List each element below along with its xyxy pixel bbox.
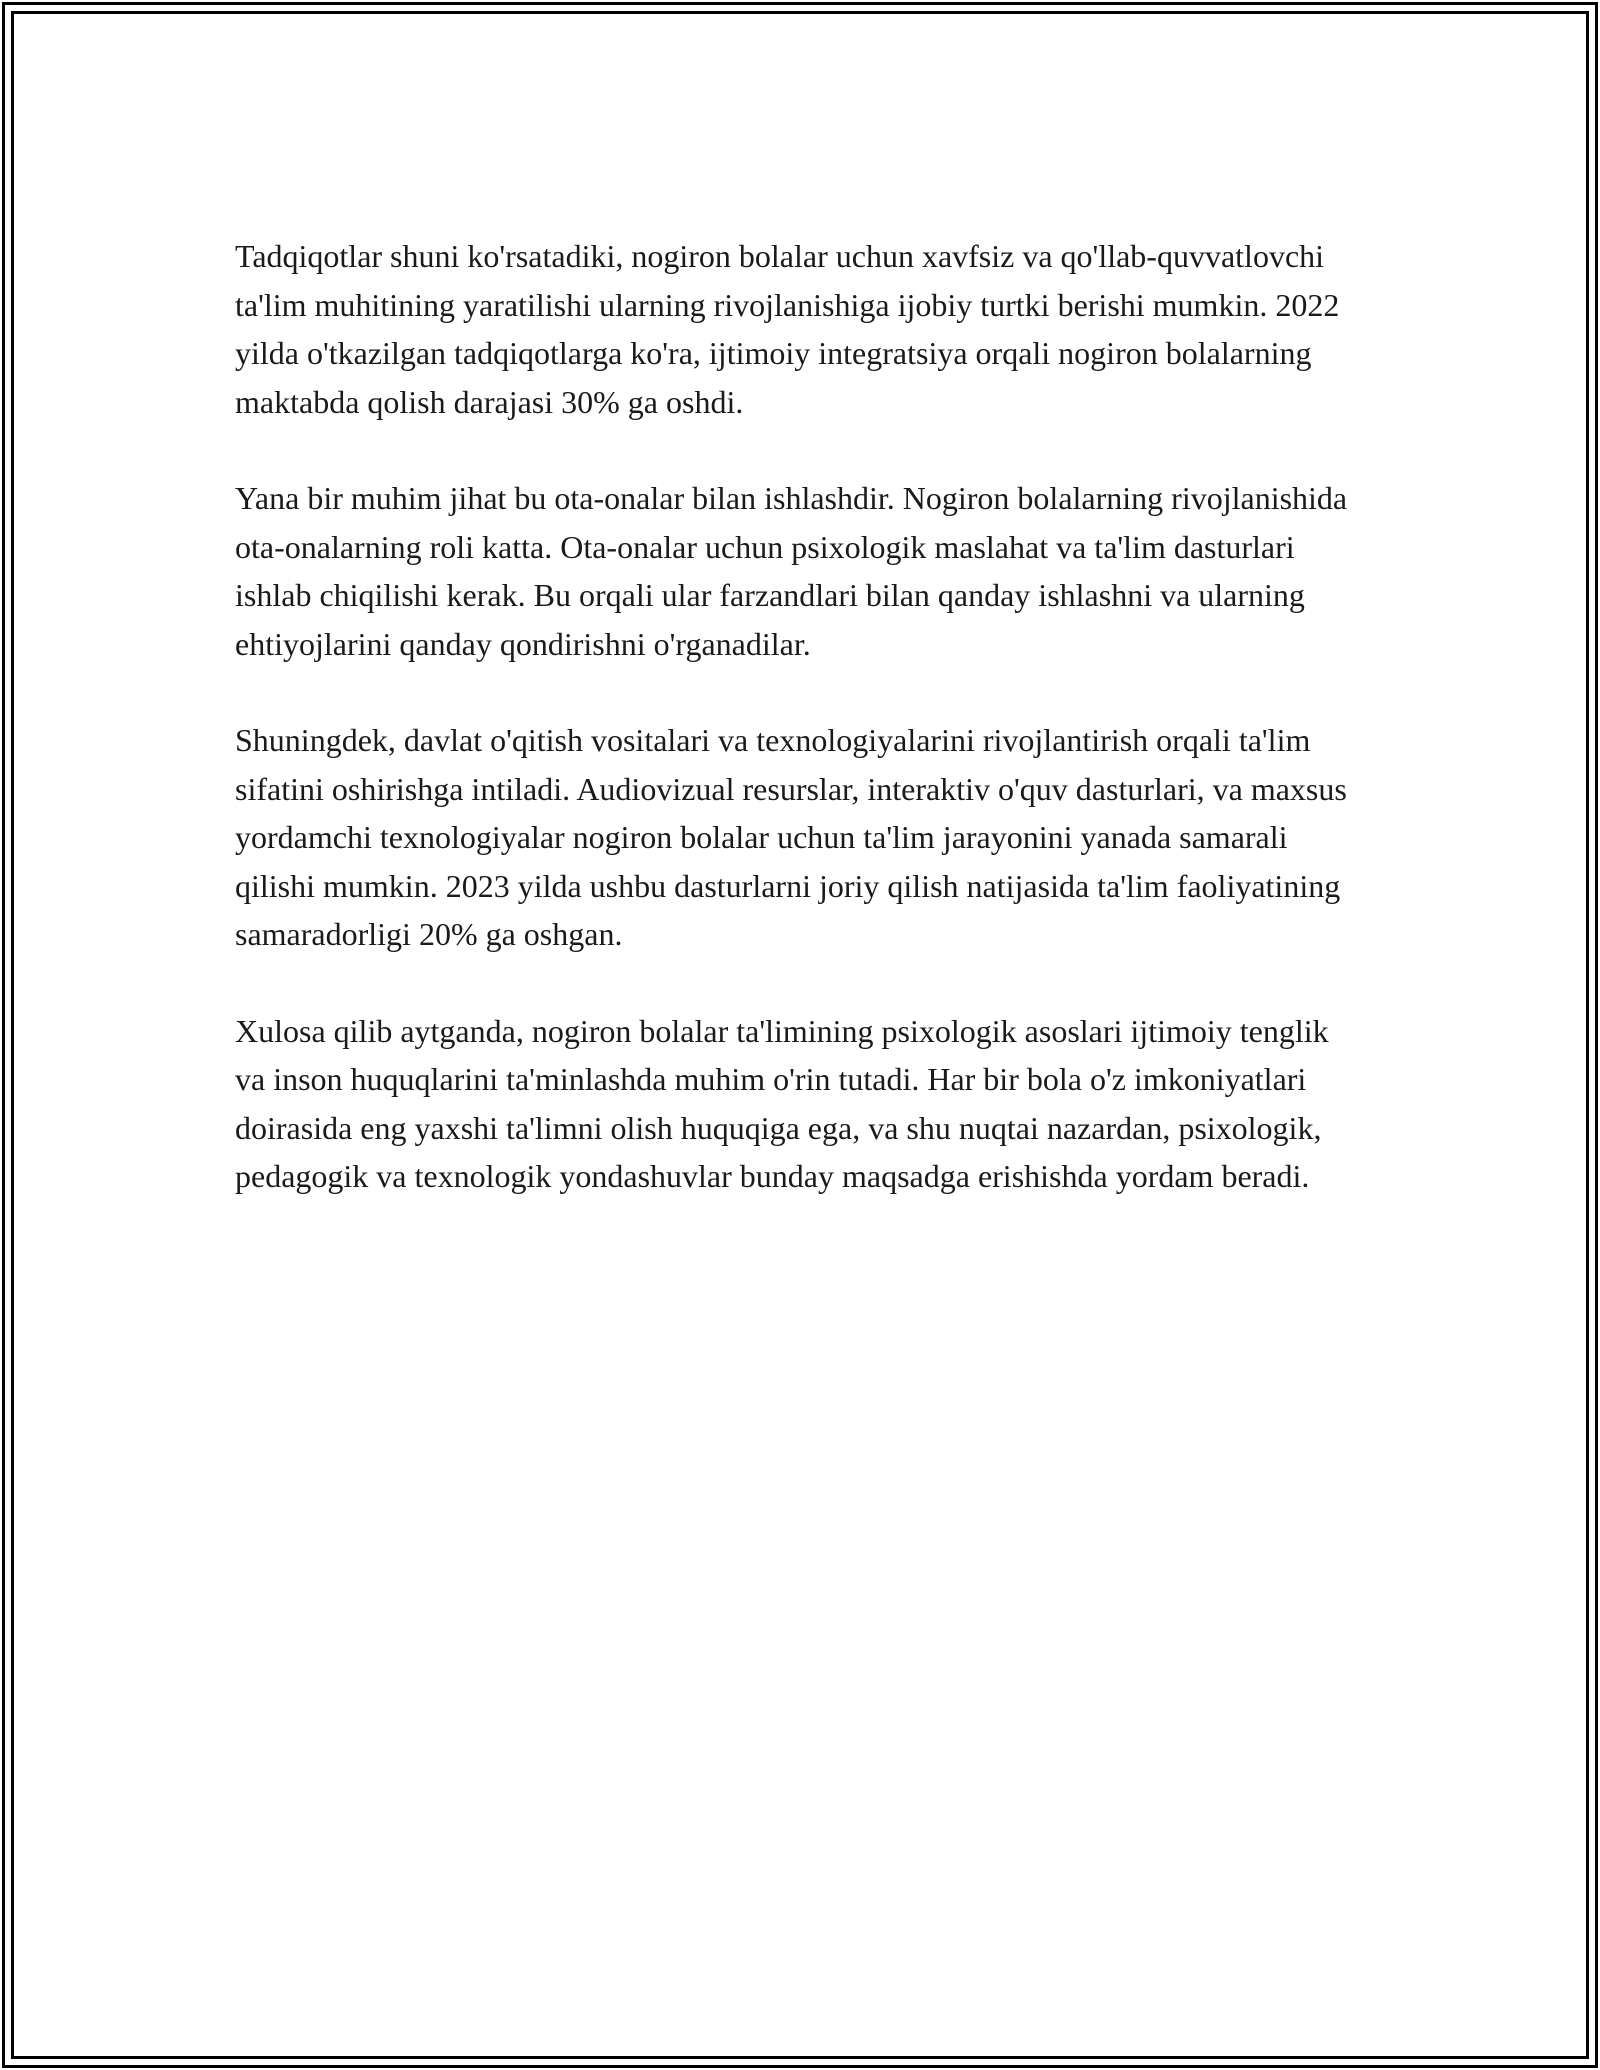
paragraph-research-findings: Tadqiqotlar shuni ko'rsatadiki, nogiron bolalar uchun xavfsiz va qo'llab-quvvatlovchi ta'lim muhitining yaratilishi ularning rivojlanishiga ijobiy turtki berishi mumkin. 2022 yilda o'tkazilgan tadqiqotlarga ko'ra, ijtimoiy integratsiya orqali nogiron bolalarning maktabda qolish darajasi 30% ga oshdi.	[235, 238, 1340, 420]
paragraph-parents-role: Yana bir muhim jihat bu ota-onalar bilan ishlashdir. Nogiron bolalarning rivojlanishida ota-onalarning roli katta. Ota-onalar uchun psixologik maslahat va ta'lim dasturlari ishlab chiqilishi kerak. Bu orqali ular farzandlari bilan qanday ishlashni va ularning ehtiyojlarini qanday qondirishni o'rganadilar.	[235, 480, 1348, 662]
document-body	[235, 232, 1365, 1249]
paragraph-technology: Shuningdek, davlat o'qitish vositalari va texnologiyalarini rivojlantirish orqali ta'lim sifatini oshirishga intiladi. Audiovizual resurslar, interaktiv o'quv dasturlari, va maxsus yordamchi texnologiyalar nogiron bolalar uchun ta'lim jarayonini yanada samarali qilishi mumkin. 2023 yilda ushbu dasturlarni joriy qilish natijasida ta'lim faoliyatining samaradorligi 20% ga oshgan.	[235, 722, 1347, 952]
paragraph-conclusion: Xulosa qilib aytganda, nogiron bolalar ta'limining psixologik asoslari ijtimoiy tenglik va inson huquqlarini ta'minlashda muhim o'rin tutadi. Har bir bola o'z imkoniyatlari doirasida eng yaxshi ta'limni olish huquqiga ega, va shu nuqtai nazardan, psixologik, pedagogik va texnologik yondashuvlar bunday maqsadga erishishda yordam beradi.	[235, 1012, 1329, 1194]
